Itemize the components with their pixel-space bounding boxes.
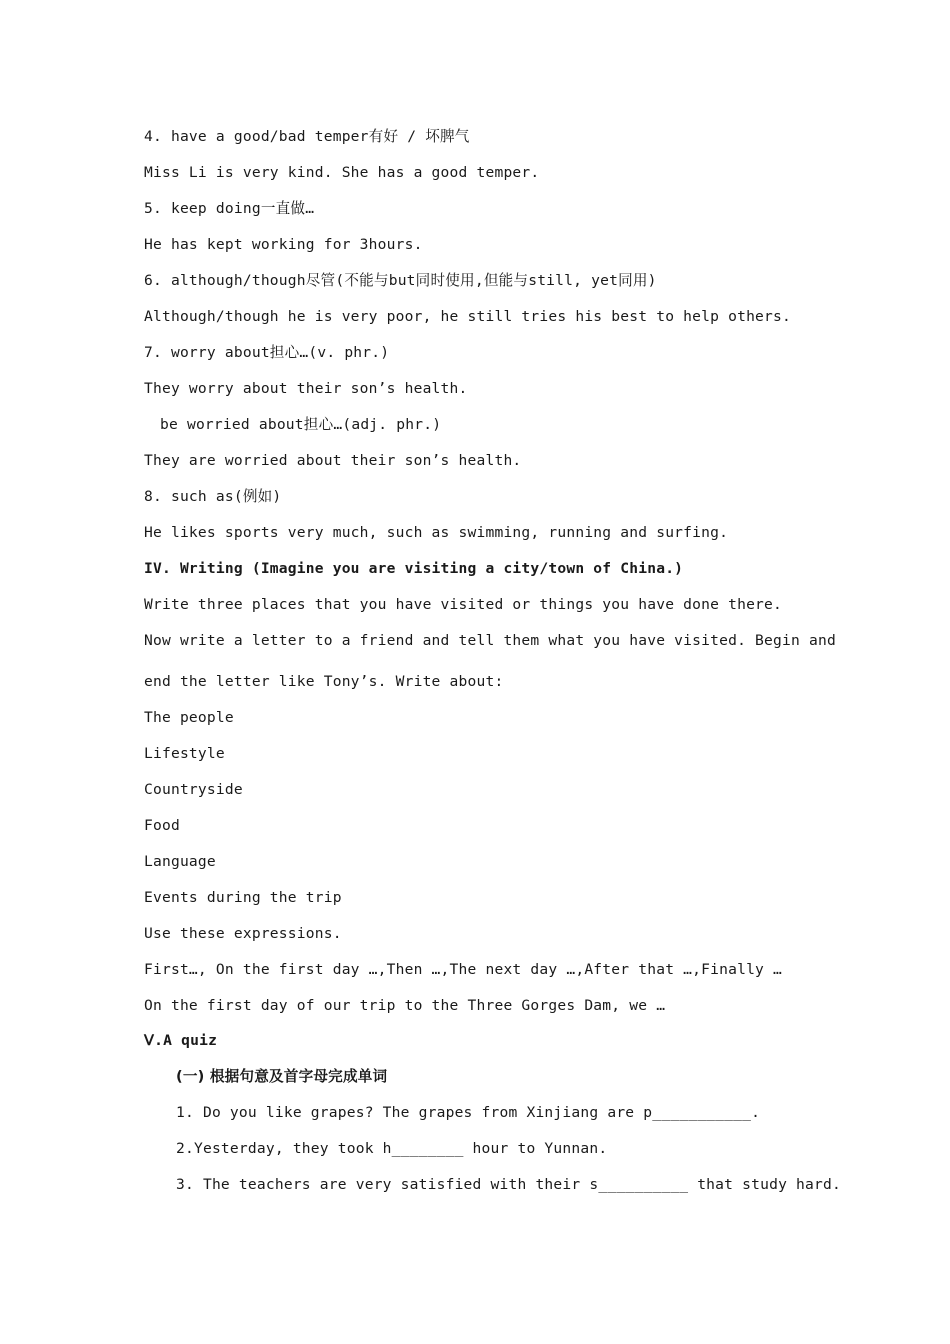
- example-opening: On the first day of our trip to the Three Gorges Dam, we …: [144, 997, 666, 1014]
- quiz-question-3: 3. The teachers are very satisfied with their s__________ that study hard.: [176, 1176, 841, 1193]
- item-6-example: Although/though he is very poor, he still tries his best to help others.: [144, 308, 792, 325]
- topic-language: Language: [144, 853, 216, 870]
- item-8-heading: 8. such as(例如): [144, 488, 282, 505]
- writing-instruction-2: Now write a letter to a friend and tell them what you have visited. Begin and: [144, 632, 836, 649]
- topic-food: Food: [144, 817, 180, 834]
- item-7-heading: 7. worry about担心…(v. phr.): [144, 344, 390, 361]
- quiz-question-2: 2.Yesterday, they took h________ hour to Yunnan.: [176, 1140, 608, 1157]
- quiz-question-1: 1. Do you like grapes? The grapes from Xinjiang are p___________.: [176, 1104, 761, 1121]
- expressions-list: First…, On the first day …,Then …,The next day …,After that …,Finally …: [144, 961, 783, 978]
- topic-lifestyle: Lifestyle: [144, 745, 225, 762]
- item-5-heading: 5. keep doing一直做…: [144, 200, 315, 217]
- item-6-heading: 6. although/though尽管(不能与but同时使用,但能与still, yet同用): [144, 272, 657, 289]
- writing-instruction-3: end the letter like Tony’s. Write about:: [144, 673, 504, 690]
- item-8-example: He likes sports very much, such as swimming, running and surfing.: [144, 524, 729, 541]
- writing-instruction-1: Write three places that you have visited or things you have done there.: [144, 596, 783, 613]
- expressions-intro: Use these expressions.: [144, 925, 342, 942]
- topic-countryside: Countryside: [144, 781, 243, 798]
- quiz-part-1-heading: (一) 根据句意及首字母完成单词: [176, 1068, 388, 1085]
- section-v-heading: Ⅴ.A quiz: [144, 1032, 218, 1049]
- section-iv-heading: IV. Writing (Imagine you are visiting a city/town of China.): [144, 560, 684, 577]
- item-4-example: Miss Li is very kind. She has a good temper.: [144, 164, 540, 181]
- item-4-heading: 4. have a good/bad temper有好 / 坏脾气: [144, 128, 470, 145]
- topic-events: Events during the trip: [144, 889, 342, 906]
- topic-people: The people: [144, 709, 234, 726]
- item-7-example: They worry about their son’s health.: [144, 380, 468, 397]
- item-5-example: He has kept working for 3hours.: [144, 236, 423, 253]
- item-7-sub-heading: be worried about担心…(adj. phr.): [160, 416, 442, 433]
- item-7-sub-example: They are worried about their son’s health.: [144, 452, 522, 469]
